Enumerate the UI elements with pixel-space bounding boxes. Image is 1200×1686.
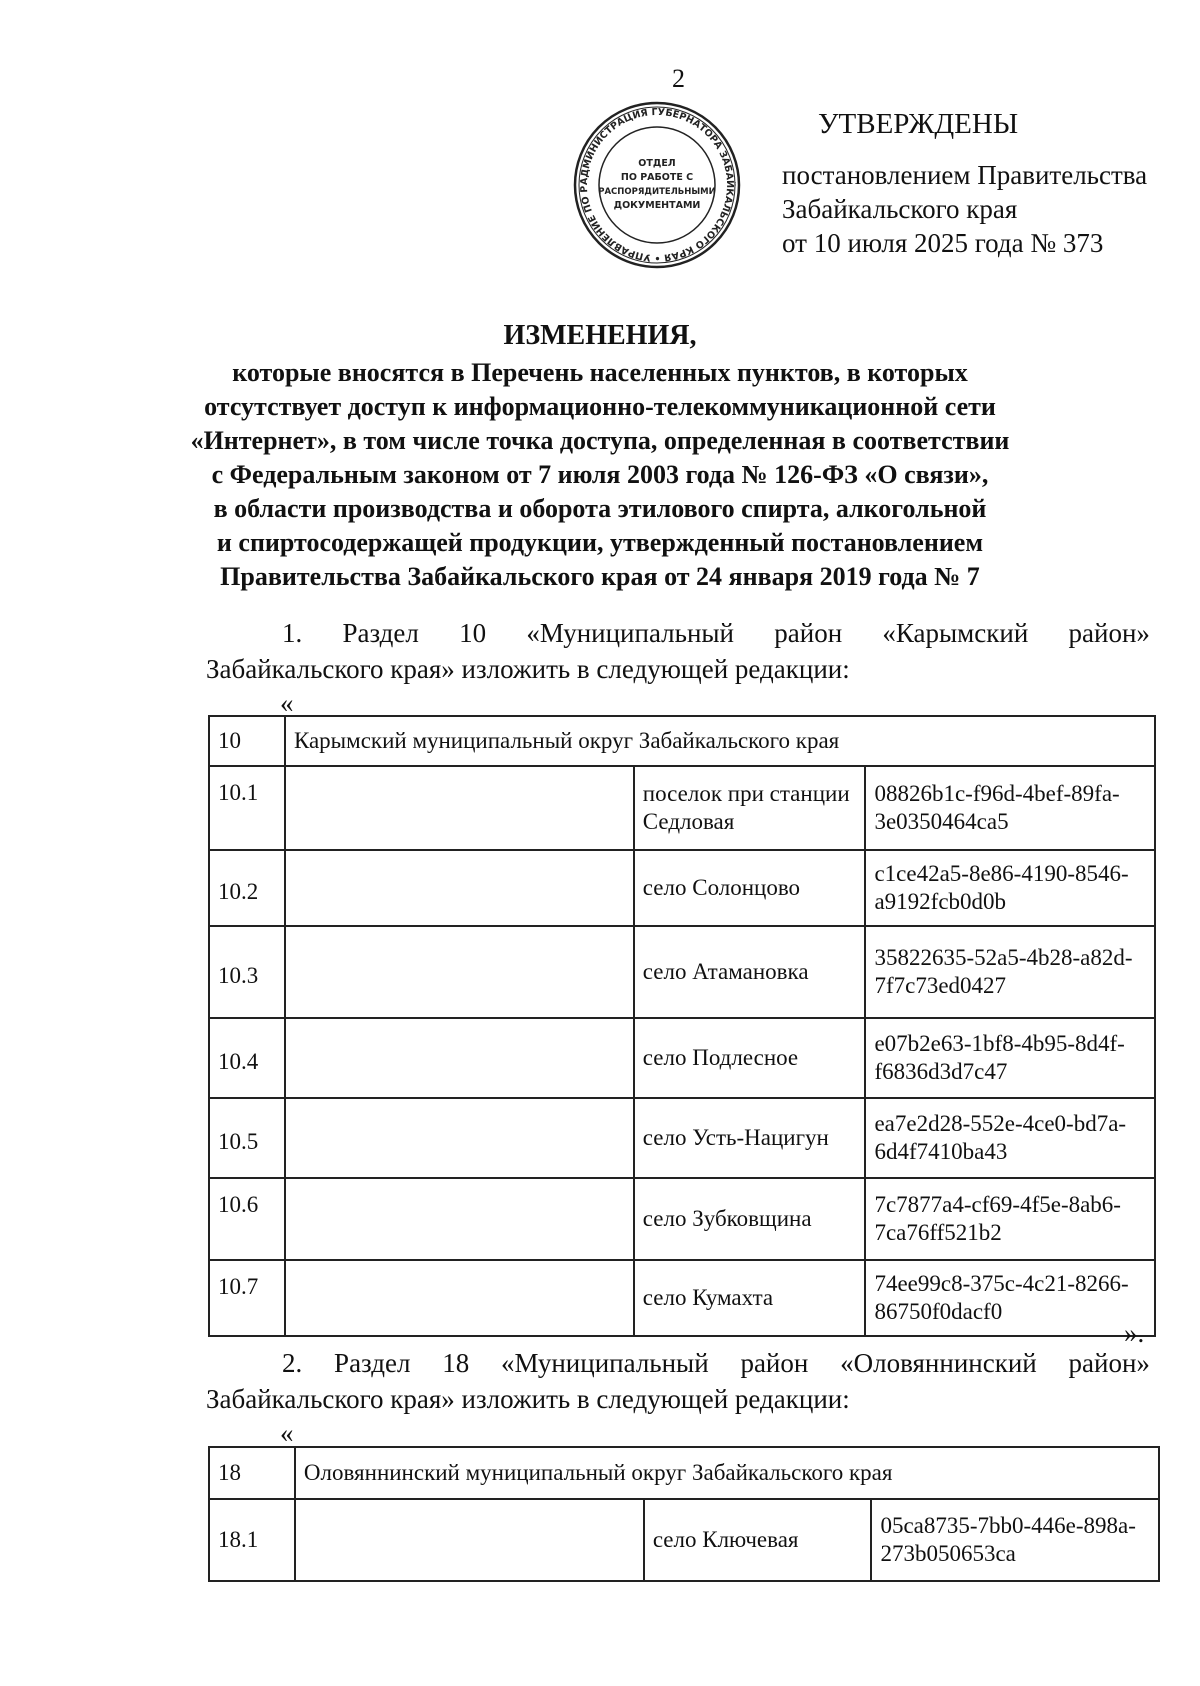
subtitle-line: и спиртосодержащей продукции, утвержденный постановлением bbox=[216, 528, 984, 557]
item-word: «Муниципальный bbox=[501, 1348, 709, 1378]
subtitle-line: в области производства и оборота этилового спирта, алкогольной bbox=[213, 494, 987, 523]
item-number: 2. bbox=[282, 1348, 303, 1378]
settlement-id: 08826b1c-f96d-4bef-89fa-3e0350464ca5 bbox=[865, 766, 1155, 850]
item-word: район bbox=[740, 1348, 809, 1378]
official-seal bbox=[572, 100, 742, 275]
item-word: Раздел bbox=[334, 1348, 411, 1378]
table-section-row bbox=[209, 716, 1155, 766]
empty-cell bbox=[285, 1178, 634, 1260]
item-word: район» bbox=[1068, 1348, 1150, 1378]
svg-text:ОТДЕЛ: ОТДЕЛ bbox=[638, 158, 676, 169]
table-row bbox=[209, 766, 1155, 850]
svg-text:ПО РАБОТЕ С: ПО РАБОТЕ С bbox=[620, 172, 694, 183]
item-word: Раздел bbox=[342, 618, 419, 648]
item-2-line-2: Забайкальского края» изложить в следующей редакции: bbox=[206, 1384, 850, 1414]
row-number: 10.6 bbox=[209, 1178, 285, 1260]
settlement-id: e07b2e63-1bf8-4b95-8d4f-f6836d3d7c47 bbox=[865, 1018, 1155, 1098]
settlement-name: село Подлесное bbox=[634, 1018, 866, 1098]
section-number: 10 bbox=[209, 716, 285, 766]
item-word: «Карымский bbox=[882, 618, 1029, 648]
table-row bbox=[209, 1499, 1159, 1581]
empty-cell bbox=[285, 1098, 634, 1178]
row-number: 10.3 bbox=[209, 926, 285, 1018]
open-quote: « bbox=[280, 1418, 294, 1448]
table-row bbox=[209, 1018, 1155, 1098]
table-row bbox=[209, 926, 1155, 1018]
subtitle-line: «Интернет», в том числе точка доступа, определенная в соответствии bbox=[190, 426, 1010, 455]
section-name: Оловяннинский муниципальный округ Забайкальского края bbox=[295, 1447, 1159, 1499]
table-section-18 bbox=[208, 1446, 1160, 1582]
row-number: 10.7 bbox=[209, 1260, 285, 1336]
approval-line-3: от 10 июля 2025 года № 373 bbox=[782, 228, 1104, 258]
table-row bbox=[209, 1260, 1155, 1336]
item-number: 1. bbox=[282, 618, 303, 648]
document-title: ИЗМЕНЕНИЯ, bbox=[503, 320, 697, 351]
row-number: 18.1 bbox=[209, 1499, 295, 1581]
table-row bbox=[209, 1098, 1155, 1178]
empty-cell bbox=[285, 1260, 634, 1336]
settlement-name: село Кумахта bbox=[634, 1260, 866, 1336]
settlement-name: село Ключевая bbox=[644, 1499, 872, 1581]
item-word: «Оловяннинский bbox=[840, 1348, 1037, 1378]
settlement-id: 35822635-52a5-4b28-a82d-7f7c73ed0427 bbox=[865, 926, 1155, 1018]
table-section-row bbox=[209, 1447, 1159, 1499]
empty-cell bbox=[285, 850, 634, 926]
svg-text:РАСПОРЯДИТЕЛЬНЫМИ: РАСПОРЯДИТЕЛЬНЫМИ bbox=[598, 187, 716, 197]
item-1-line-2: Забайкальского края» изложить в следующей редакции: bbox=[206, 654, 850, 684]
section-number: 18 bbox=[209, 1447, 295, 1499]
table-row bbox=[209, 850, 1155, 926]
settlement-id: ea7e2d28-552e-4ce0-bd7a-6d4f7410ba43 bbox=[865, 1098, 1155, 1178]
subtitle-line: с Федеральным законом от 7 июля 2003 года № 126-ФЗ «О связи», bbox=[211, 460, 989, 489]
row-number: 10.4 bbox=[209, 1018, 285, 1098]
settlement-name: село Усть-Нацигун bbox=[634, 1098, 866, 1178]
svg-text:АДМИНИСТРАЦИЯ ГУБЕРНАТОРА ЗАБА: АДМИНИСТРАЦИЯ ГУБЕРНАТОРА ЗАБАЙКАЛЬСКОГО КРАЯ • УПРАВЛЕНИЕ ПО Р bbox=[578, 106, 736, 264]
empty-cell bbox=[285, 926, 634, 1018]
item-word: район bbox=[774, 618, 843, 648]
svg-text:ДОКУМЕНТАМИ: ДОКУМЕНТАМИ bbox=[613, 200, 701, 211]
approval-line-2: Забайкальского края bbox=[782, 194, 1018, 224]
settlement-name: село Солонцово bbox=[634, 850, 866, 926]
page-number: 2 bbox=[672, 64, 685, 93]
open-quote: « bbox=[280, 688, 294, 718]
settlement-id: 74ee99c8-375c-4c21-8266-86750f0dacf0 bbox=[865, 1260, 1155, 1336]
row-number: 10.2 bbox=[209, 850, 285, 926]
row-number: 10.1 bbox=[209, 766, 285, 850]
settlement-id: 7c7877a4-cf69-4f5e-8ab6-7ca76ff521b2 bbox=[865, 1178, 1155, 1260]
item-word: 10 bbox=[459, 618, 487, 648]
settlement-id: 05ca8735-7bb0-446e-898a-273b050653ca bbox=[871, 1499, 1159, 1581]
item-word: «Муниципальный bbox=[526, 618, 735, 648]
settlement-name: село Атамановка bbox=[634, 926, 866, 1018]
subtitle-line: которые вносятся в Перечень населенных пунктов, в которых bbox=[232, 358, 968, 387]
approval-line-1: постановлением Правительства bbox=[782, 160, 1148, 190]
item-word: 18 bbox=[442, 1348, 470, 1378]
empty-cell bbox=[295, 1499, 644, 1581]
settlement-id: c1ce42a5-8e86-4190-8546-a9192fcb0d0b bbox=[865, 850, 1155, 926]
settlement-name: поселок при станции Седловая bbox=[634, 766, 866, 850]
empty-cell bbox=[285, 766, 634, 850]
item-2-heading bbox=[282, 1348, 1150, 1379]
table-row bbox=[209, 1178, 1155, 1260]
empty-cell bbox=[285, 1018, 634, 1098]
item-1-heading bbox=[282, 618, 1150, 649]
table-section-10 bbox=[208, 715, 1156, 1337]
settlement-name: село Зубковщина bbox=[634, 1178, 866, 1260]
section-name: Карымский муниципальный округ Забайкальского края bbox=[285, 716, 1155, 766]
close-quote: ». bbox=[1124, 1318, 1145, 1348]
item-word: район» bbox=[1068, 618, 1150, 648]
subtitle-line: отсутствует доступ к информационно-телекоммуникационной сети bbox=[204, 392, 996, 421]
row-number: 10.5 bbox=[209, 1098, 285, 1178]
subtitle-line: Правительства Забайкальского края от 24 января 2019 года № 7 bbox=[220, 562, 980, 591]
approval-heading: УТВЕРЖДЕНЫ bbox=[818, 108, 1019, 140]
